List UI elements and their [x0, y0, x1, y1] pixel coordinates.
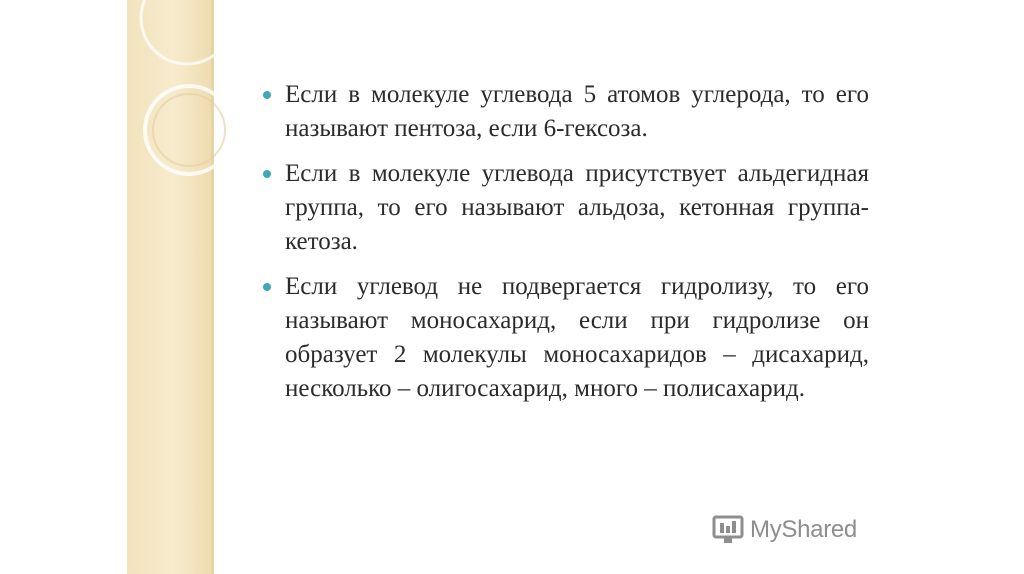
bullet-list [257, 78, 869, 417]
bullet-text: Если углевод не подвергается гидролизу, то его называют моносахарид, если при гидролизе он образует 2 молекулы моносахаридов – дисахарид, несколько – олигосахарид, много – полисахарид. [285, 273, 869, 402]
bullet-item-1 [257, 78, 869, 146]
bullet-item-2 [257, 157, 869, 259]
bullet-icon [263, 170, 271, 178]
bullet-text: Если в молекуле углевода присутствует альдегидная группа, то его называют альдоза, кетонная группа- кетоза. [285, 160, 869, 255]
slide [127, 0, 893, 574]
ring-lower [145, 86, 233, 174]
decorative-rings [127, 0, 247, 220]
myshared-watermark[interactable] [712, 512, 857, 548]
bullet-icon [263, 91, 271, 99]
watermark-text: MyShared [750, 516, 857, 543]
ring-lower-inner [153, 94, 225, 166]
bullet-icon [263, 283, 271, 291]
ring-upper [141, 0, 233, 64]
myshared-logo-icon [712, 515, 744, 545]
bullet-text: Если в молекуле углевода 5 атомов углерода, то его называют пентоза, если 6-гексоза. [285, 81, 869, 142]
bullet-item-3 [257, 270, 869, 406]
